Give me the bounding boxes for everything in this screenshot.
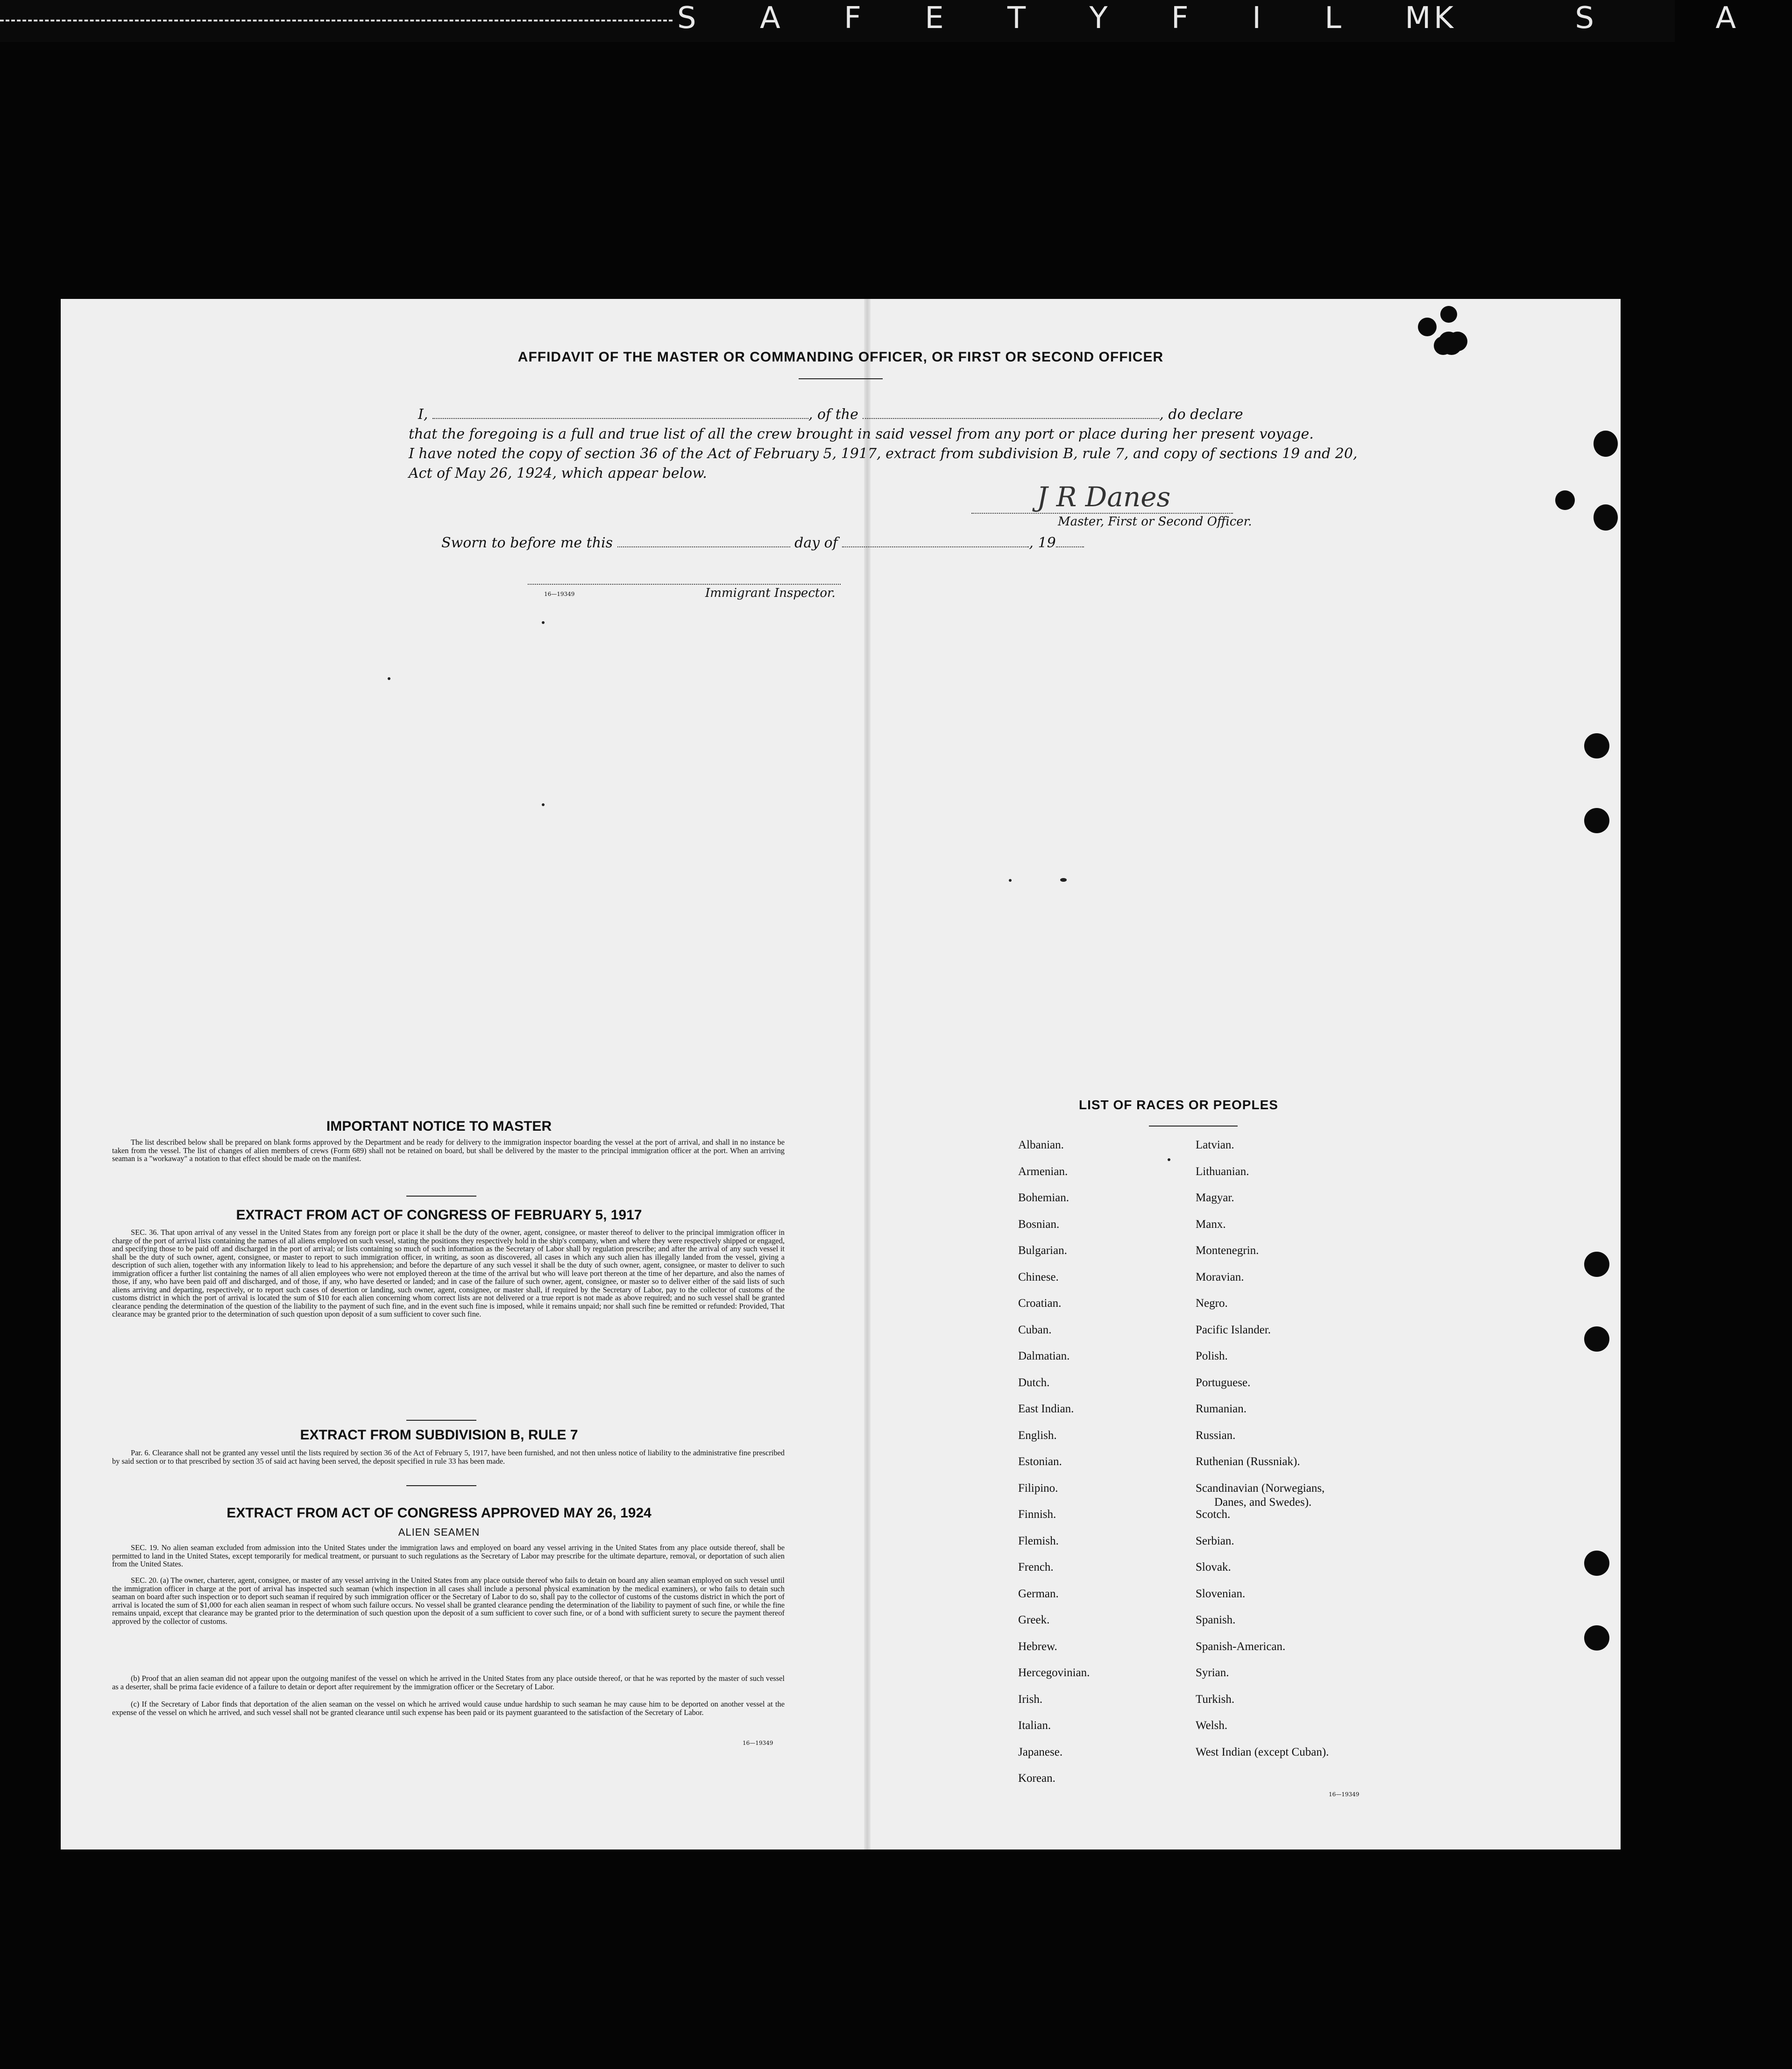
declaration-line-3: I have noted the copy of section 36 of the Act of February 5, 1917, extract from subdivision B, rule 7, and copy of sections 19 and 20, (409, 446, 1358, 462)
race-item: Hebrew. (1018, 1640, 1057, 1653)
race-item: Dalmatian. (1018, 1350, 1070, 1362)
speck (1009, 879, 1012, 882)
race-item: Turkish. (1196, 1693, 1235, 1706)
sworn-month-field[interactable] (842, 546, 1029, 547)
declaration-line-2: that the foregoing is a full and true list of all the crew brought in said vessel from any port or place during her present voyage. (409, 426, 1314, 442)
declare-label: , do declare (1159, 406, 1243, 423)
race-item: Danes, and Swedes). (1214, 1495, 1312, 1509)
race-item: Spanish-American. (1196, 1640, 1286, 1653)
races-title: LIST OF RACES OR PEOPLES (1079, 1098, 1278, 1112)
section-rule (406, 1420, 476, 1421)
master-signature: J R Danes (1037, 481, 1171, 513)
declarant-prefix: I, (418, 406, 428, 423)
act-1924-sec-19: SEC. 19. No alien seaman excluded from admission into the United States under the immigration laws and employed on board any vessel arriving in the United States from any place outside thereof, shall be permitted to land in the United States, except temporarily for medical treatment, or pursuant to such regulations as the Secretary of Labor may prescribe for the ultimate departure, removal, or deportation of such alien from the United States. (112, 1543, 785, 1568)
act-1917-text: SEC. 36. That upon arrival of any vessel in the United States from any foreign port or place it shall be the duty of the owner, agent, consignee, or master thereof to deliver to the principal immigration officer in charge of the port of arrival lists containing the names of all aliens employed on such vessel, stating the positions they respectively hold in the ship's company, when and where they were respectively shipped or engaged, and specifying those to be paid off and discharged in the port of arrival; or lists containing so much of such information as the Secretary of Labor shall by regulation prescribe; and after the arrival of any such vessel it shall be the duty of such owner, agent, consignee, or master to report to such immigration officer, in writing, as soon as discovered, all cases in which any such alien has illegally landed from the vessel, giving a description of such alien, together with any information likely to lead to his apprehension; and before the departure of any such vessel it shall be the duty of such owner, agent, consignee, or master to deliver to such immigration officer a further list containing the names of all alien employees who were not employed thereon at the time of the arrival but who will leave port thereon at the time of her departure, and also the names of those, if any, who have been paid off and discharged, and of those, if any, who have deserted or landed; and in case of the failure of such owner, agent, consignee, or master so to deliver either of the said lists of such aliens arriving and departing, respectively, or to report such cases of desertion or landing, such owner, agent, consignee, or master shall, if required by the Secretary of Labor, pay to the collector of customs of the customs district in which the port of arrival is located the sum of $10 for each alien concerning whom correct lists are not delivered or a true report is not made as above required; and no such vessel shall be granted clearance pending the determination of the question of the liability to the payment of such fine, and in the event such fine is imposed, while it remains unpaid; nor shall such fine be remitted or refunded: Provided, That clearance may be granted prior to the determination of such question upon deposit of a sum sufficient to cover such fine. (112, 1228, 785, 1318)
signer-caption: Master, First or Second Officer. (1058, 515, 1252, 529)
race-item: Moravian. (1196, 1270, 1244, 1283)
alien-seamen-subtitle: ALIEN SEAMEN (398, 1526, 480, 1538)
punch-hole (1418, 318, 1437, 336)
race-item: Hercegovinian. (1018, 1666, 1090, 1679)
race-item: Syrian. (1196, 1666, 1229, 1679)
declaration-line-4: Act of May 26, 1924, which appear below. (409, 465, 707, 482)
title-rule (799, 378, 883, 379)
inspector-caption: Immigrant Inspector. (705, 586, 836, 600)
race-item: Ruthenian (Russniak). (1196, 1455, 1300, 1468)
race-item: Chinese. (1018, 1270, 1059, 1283)
inspector-signature-line[interactable] (528, 584, 841, 585)
punch-hole (1594, 504, 1618, 531)
sworn-label: Sworn to before me this (441, 535, 613, 551)
punch-hole (1584, 1252, 1609, 1277)
race-item: Negro. (1196, 1297, 1228, 1310)
act-1924-sec-20a: SEC. 20. (a) The owner, charterer, agent, consignee, or master of any vessel arriving in the United States from any place outside thereof who fails to detain on board any alien seaman employed on such vessel until the immigration officer in charge at the port of arrival has inspected such seaman (which inspection in all cases shall include a personal physical examination by the medical examiners), or who fails to detain such seaman on board after such inspection or to deport such seaman if required by such immigration officer or the Secretary of Labor to do so, shall pay to the collector of customs of the customs district in which the port of arrival is located the sum of $1,000 for each alien seaman in respect of whom such failure occurs. No vessel shall be granted clearance pending the determination of the liability to payment of such fine, or while the fine remains unpaid, except that clearance may be granted prior to the determination of such question upon the deposit of a sum sufficient to cover such fine, or of a bond with sufficient surety to secure the payment thereof approved by the collector of customs. (112, 1576, 785, 1626)
race-item: Filipino. (1018, 1481, 1058, 1495)
form-number: 16—19349 (544, 591, 575, 597)
race-item: Estonian. (1018, 1455, 1062, 1468)
race-item: Flemish. (1018, 1534, 1059, 1547)
declaration-line-1 (418, 406, 1243, 423)
section-rule (406, 1196, 476, 1197)
day-of-label: day of (794, 535, 838, 551)
race-item: Latvian. (1196, 1139, 1234, 1151)
race-item: Polish. (1196, 1350, 1228, 1362)
punch-hole (1440, 306, 1457, 323)
race-item: Lithuanian. (1196, 1165, 1249, 1178)
race-item: Japanese. (1018, 1745, 1063, 1758)
race-item: Dutch. (1018, 1376, 1050, 1389)
race-item: East Indian. (1018, 1403, 1074, 1415)
race-item: Bohemian. (1018, 1191, 1070, 1204)
vessel-name-field[interactable] (863, 418, 1159, 419)
sworn-day-field[interactable] (617, 546, 790, 547)
of-the-label: , of the (808, 406, 858, 423)
year-prefix: , 19 (1029, 535, 1056, 551)
speck (1168, 1158, 1170, 1161)
speck (1060, 878, 1067, 882)
declarant-name-field[interactable] (432, 418, 808, 419)
affidavit-title: AFFIDAVIT OF THE MASTER OR COMMANDING OFFICER, OR FIRST OR SECOND OFFICER (517, 349, 1164, 365)
race-item: Bosnian. (1018, 1218, 1060, 1231)
race-item: Welsh. (1196, 1719, 1228, 1732)
race-item: Irish. (1018, 1693, 1043, 1706)
race-item: Manx. (1196, 1218, 1226, 1231)
signature-line (971, 513, 1233, 514)
punch-hole (1584, 733, 1609, 758)
race-item: Scandinavian (Norwegians, (1196, 1481, 1325, 1495)
act-1917-title: EXTRACT FROM ACT OF CONGRESS OF FEBRUARY 5, 1917 (236, 1207, 642, 1223)
punch-hole (1584, 1326, 1609, 1352)
race-item: Pacific Islander. (1196, 1323, 1271, 1336)
sworn-line (441, 535, 1084, 551)
section-rule (406, 1485, 476, 1486)
document-page (61, 299, 1621, 1849)
act-1924-sec-20b: (b) Proof that an alien seaman did not appear upon the outgoing manifest of the vessel on which he arrived in the United States from any place outside thereof, or that he was reported by the master of such vessel as a deserter, shall be prima facie evidence of a failure to detain or deport after requirement by the immigration officer or the Secretary of Labor. (112, 1674, 785, 1691)
race-item: Italian. (1018, 1719, 1051, 1732)
race-item: Rumanian. (1196, 1403, 1247, 1415)
rule-7-text: Par. 6. Clearance shall not be granted any vessel until the lists required by section 36 of the Act of February 5, 1917, have been furnished, and not then unless notice of liability to the administrative fine prescribed by said section or to that prescribed by section 35 of said act having been served, the deposit specified in rule 33 has been made. (112, 1448, 785, 1466)
punch-hole (1594, 431, 1618, 457)
notice-title: IMPORTANT NOTICE TO MASTER (326, 1119, 552, 1134)
film-dash-line (0, 20, 673, 21)
punch-hole (1584, 1625, 1609, 1651)
form-number: 16—19349 (743, 1740, 773, 1746)
act-1924-title: EXTRACT FROM ACT OF CONGRESS APPROVED MAY 26, 1924 (227, 1505, 652, 1521)
rule-7-title: EXTRACT FROM SUBDIVISION B, RULE 7 (300, 1427, 578, 1443)
race-item: French. (1018, 1561, 1054, 1573)
race-item: Russian. (1196, 1429, 1236, 1442)
page-fold (864, 299, 871, 1849)
race-item: Slovak. (1196, 1561, 1231, 1573)
punch-hole (1555, 490, 1575, 510)
punch-hole (1584, 1551, 1609, 1576)
speck (542, 803, 545, 806)
race-item: Magyar. (1196, 1191, 1234, 1204)
race-item: Spanish. (1196, 1614, 1236, 1626)
sworn-year-field[interactable] (1056, 546, 1084, 547)
race-item: Armenian. (1018, 1165, 1068, 1178)
race-item: Greek. (1018, 1614, 1050, 1626)
race-item: Scotch. (1196, 1508, 1231, 1521)
race-item: Serbian. (1196, 1534, 1234, 1547)
race-item: Korean. (1018, 1772, 1055, 1785)
film-edge-text: S A F E T Y F I L M (677, 1, 1458, 35)
race-item: English. (1018, 1429, 1057, 1442)
punch-hole (1584, 808, 1609, 833)
race-item: Cuban. (1018, 1323, 1052, 1336)
speck (388, 677, 390, 680)
notice-text: The list described below shall be prepared on blank forms approved by the Department and be ready for delivery to the immigration inspector boarding the vessel at the port of arrival, and shall in no instance be taken from the vessel. The list of changes of alien members of crews (Form 689) shall not be retained on board, but shall be delivered by the master to the principal immigration officer at the port. When an arriving seaman is a "workaway" a notation to that effect should be made on the manifest. (112, 1138, 785, 1163)
races-rule (1149, 1126, 1238, 1127)
film-edge (0, 0, 1792, 42)
speck (542, 621, 545, 624)
race-item: Croatian. (1018, 1297, 1062, 1310)
form-number: 16—19349 (1329, 1791, 1360, 1798)
race-item: Finnish. (1018, 1508, 1056, 1521)
race-item: Albanian. (1018, 1139, 1064, 1151)
race-item: Slovenian. (1196, 1587, 1246, 1600)
film-edge-text-right: K S A (1434, 1, 1792, 35)
race-item: West Indian (except Cuban). (1196, 1745, 1329, 1758)
race-item: Portuguese. (1196, 1376, 1251, 1389)
race-item: Montenegrin. (1196, 1244, 1259, 1257)
act-1924-sec-20c: (c) If the Secretary of Labor finds that deportation of the alien seaman on the vessel on which he arrived would cause undue hardship to such seaman he may cause him to be deported on another vessel at the expense of the vessel on which he arrived, and such vessel shall not be granted clearance until such expense has been paid or its payment guaranteed to the satisfaction of the Secretary of Labor. (112, 1700, 785, 1717)
race-item: Bulgarian. (1018, 1244, 1067, 1257)
race-item: German. (1018, 1587, 1059, 1600)
